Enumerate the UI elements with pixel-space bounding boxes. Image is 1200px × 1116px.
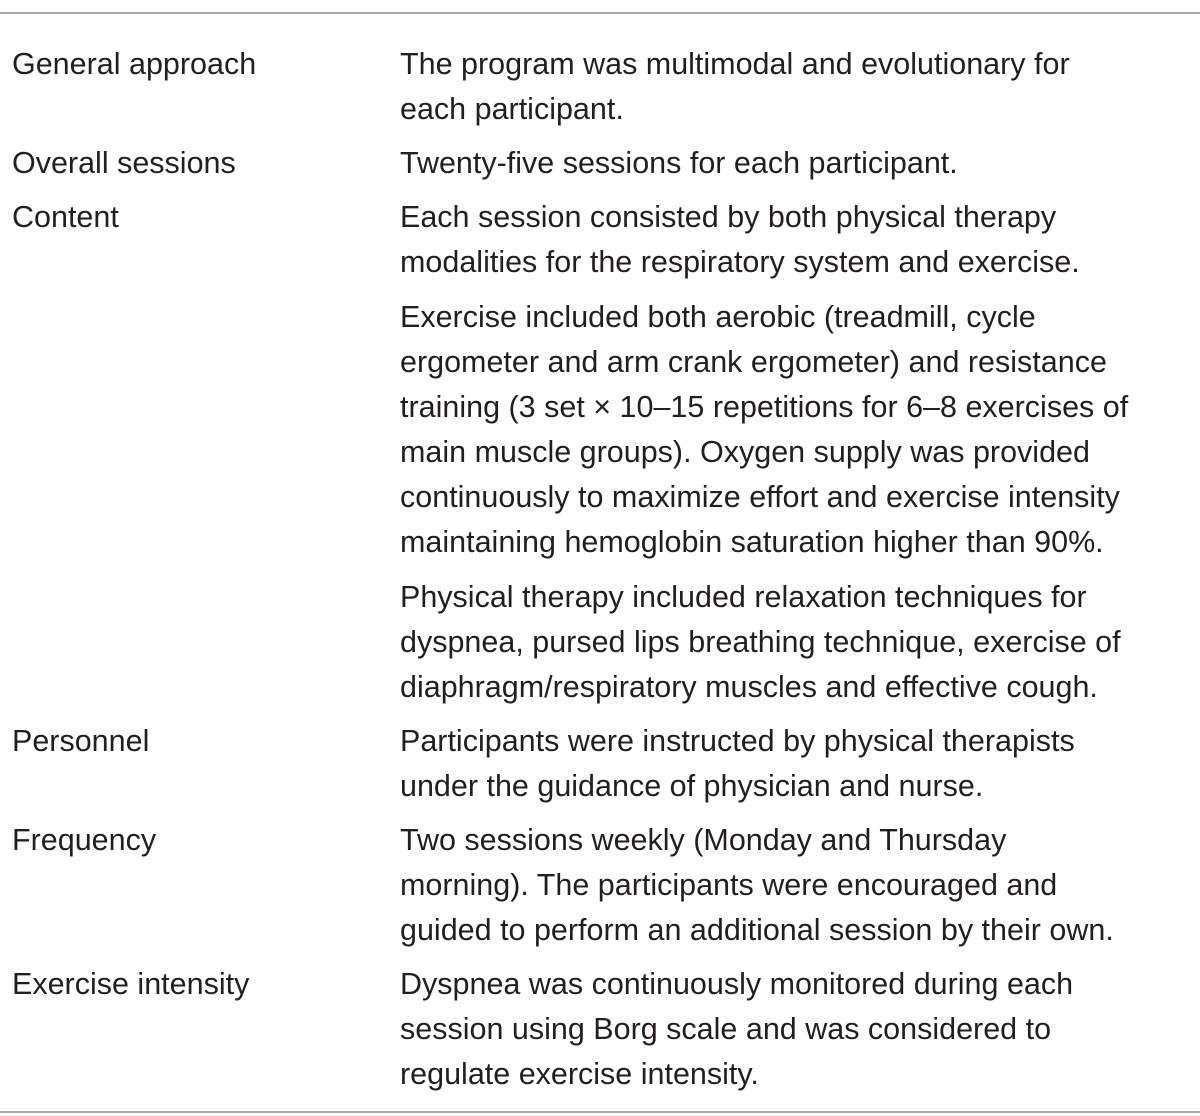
description-line: Participants were instructed by physical therapists (400, 724, 1075, 758)
description-paragraph (400, 195, 1190, 285)
row-description (400, 962, 1190, 1097)
table-row (0, 962, 1200, 1097)
description-line: session using Borg scale and was considered to (400, 1012, 1052, 1046)
table-bottom-rule (0, 1111, 1200, 1113)
table-row (0, 818, 1200, 953)
description-line: Dyspnea was continuously monitored during each (400, 967, 1074, 1001)
table-rows (0, 14, 1200, 1097)
table-row (0, 42, 1200, 132)
description-line: training (3 set × 10–15 repetitions for 6–8 exercises of (400, 390, 1129, 424)
description-line: Each session consisted by both physical therapy (400, 200, 1057, 234)
description-line: continuously to maximize effort and exercise intensity (400, 480, 1120, 514)
table-row (0, 141, 1200, 186)
program-table (0, 12, 1200, 1113)
description-line: modalities for the respiratory system and exercise. (400, 245, 1080, 279)
row-label: Frequency (12, 823, 157, 857)
description-line: Two sessions weekly (Monday and Thursday (400, 823, 1007, 857)
row-description (400, 141, 1190, 186)
description-line: ergometer and arm crank ergometer) and resistance (400, 345, 1107, 379)
row-description (400, 719, 1190, 809)
description-paragraph (400, 295, 1190, 565)
description-paragraph (400, 42, 1190, 132)
description-line: morning). The participants were encouraged and (400, 868, 1058, 902)
table-row (0, 719, 1200, 809)
row-label: Content (12, 200, 119, 234)
row-description (400, 195, 1190, 710)
description-paragraph (400, 818, 1190, 953)
row-label: Exercise intensity (12, 967, 250, 1001)
description-line: dyspnea, pursed lips breathing technique, exercise of (400, 625, 1121, 659)
description-paragraph (400, 141, 1190, 186)
description-line: The program was multimodal and evolutionary for (400, 47, 1070, 81)
description-line: guided to perform an additional session by their own. (400, 913, 1114, 947)
description-line: main muscle groups). Oxygen supply was provided (400, 435, 1090, 469)
description-line: Exercise included both aerobic (treadmill, cycle (400, 300, 1036, 334)
description-line: under the guidance of physician and nurse. (400, 769, 984, 803)
row-description (400, 42, 1190, 132)
description-line: each participant. (400, 92, 624, 126)
table-row (0, 195, 1200, 710)
description-line: Twenty-five sessions for each participant. (400, 146, 958, 180)
row-description (400, 818, 1190, 953)
row-label: General approach (12, 47, 257, 81)
description-paragraph (400, 719, 1190, 809)
description-line: Physical therapy included relaxation techniques for (400, 580, 1087, 614)
description-line: maintaining hemoglobin saturation higher than 90%. (400, 525, 1104, 559)
row-label: Overall sessions (12, 146, 236, 180)
description-paragraph (400, 962, 1190, 1097)
row-label: Personnel (12, 724, 150, 758)
description-line: diaphragm/respiratory muscles and effective cough. (400, 670, 1098, 704)
description-line: regulate exercise intensity. (400, 1057, 759, 1091)
description-paragraph (400, 575, 1190, 710)
